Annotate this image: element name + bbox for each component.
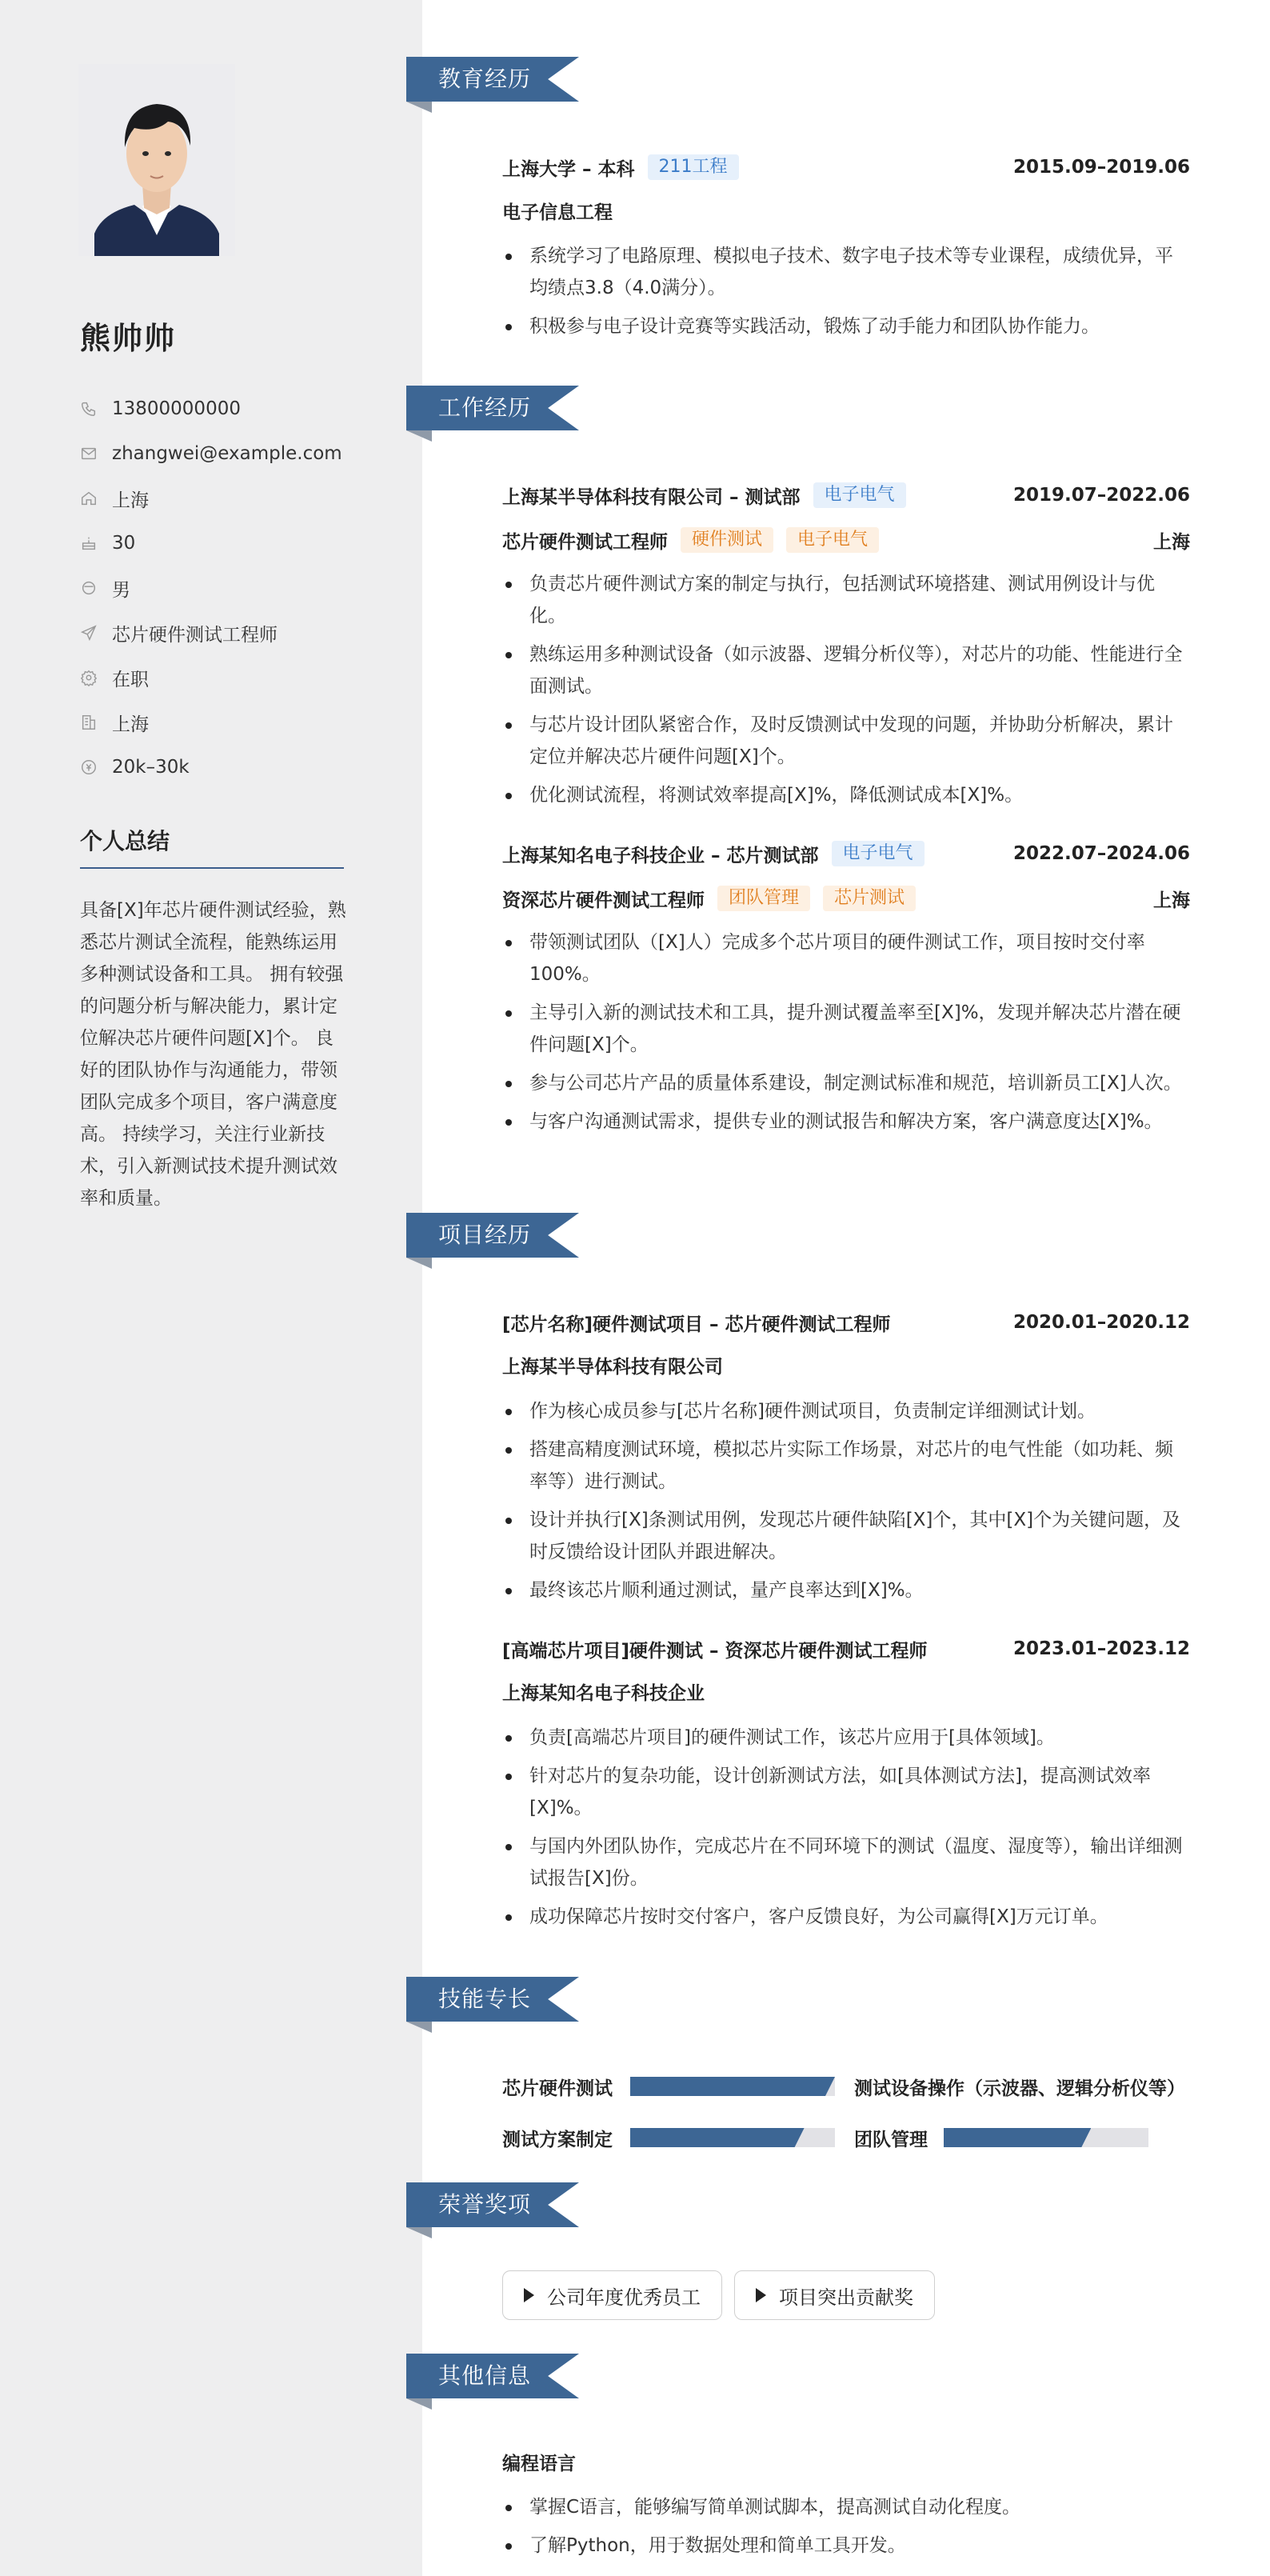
project-1-header (502, 1634, 1190, 1663)
role-tag: 团队管理 (717, 886, 810, 911)
info-salary (80, 753, 190, 782)
skill-name: 测试设备操作（示波器、逻辑分析仪等） (854, 2078, 1185, 2099)
building-icon (80, 714, 98, 731)
list-item: 与国内外团队协作，完成芯片在不同环境下的测试（温度、湿度等），输出详细测试报告[X]份。 (502, 1830, 1190, 1894)
summary-heading: 个人总结 (80, 824, 344, 869)
skill-bar (630, 2128, 835, 2147)
info-phone (80, 394, 241, 423)
company-tag: 电子电气 (832, 841, 925, 866)
section-skills (406, 1977, 582, 2022)
work-date: 2019.07–2022.06 (1012, 485, 1190, 506)
skill-bar (630, 2077, 835, 2096)
info-position (80, 618, 278, 647)
list-item: 搭建高精度测试环境，模拟芯片实际工作场景，对芯片的电气性能（如功耗、频率等）进行测试。 (502, 1434, 1190, 1498)
school-name: 上海大学 – 本科 (502, 158, 635, 180)
section-title: 教育经历 (438, 66, 532, 92)
info-text: 13800000000 (112, 398, 241, 419)
list-item: 系统学习了电路原理、模拟电子技术、数字电子技术等专业课程，成绩优异，平均绩点3.8（4.0满分）。 (502, 240, 1190, 304)
work-0-role (502, 526, 1190, 554)
award-badge (734, 2270, 935, 2320)
skill-bar (944, 2128, 1148, 2147)
section-education (406, 57, 582, 102)
other-bullets (502, 2491, 1190, 2568)
other-title: 编程语言 (502, 2454, 576, 2474)
section-title: 其他信息 (438, 2362, 532, 2389)
gear-icon (80, 669, 98, 686)
work-city: 上海 (1153, 890, 1190, 911)
list-item: 负责芯片硬件测试方案的制定与执行，包括测试环境搭建、测试用例设计与优化。 (502, 568, 1190, 632)
section-title: 项目经历 (438, 1222, 532, 1248)
section-title: 工作经历 (438, 394, 532, 421)
summary-text: 具备[X]年芯片硬件测试经验，熟悉芯片测试全流程，能熟练运用多种测试设备和工具。 拥有较强的问题分析与解决能力，累计定位解决芯片硬件问题[X]个。 良好的团队协作与沟通能力，带领团队完成多个项目，客户满意度高。 持续学习，关注行业新技术，引入新测试技术提升测试效率和质量。 (80, 900, 346, 1209)
phone-icon (80, 400, 98, 418)
info-location (80, 484, 149, 513)
company-tag: 电子电气 (813, 482, 906, 508)
section-other (406, 2354, 582, 2398)
project-org: 上海某半导体科技有限公司 (502, 1357, 723, 1378)
list-item: 积极参与电子设计竞赛等实践活动，锻炼了动手能力和团队协作能力。 (502, 310, 1190, 342)
section-awards (406, 2182, 582, 2227)
play-icon (756, 2288, 766, 2302)
list-item: 最终该芯片顺利通过测试，量产良率达到[X]%。 (502, 1574, 1190, 1606)
sidebar (0, 0, 422, 2576)
education-bullets (502, 240, 1190, 349)
list-item: 设计并执行[X]条测试用例，发现芯片硬件缺陷[X]个，其中[X]个为关键问题，及时反馈给设计团队并跟进解决。 (502, 1504, 1190, 1568)
project-name: [芯片名称]硬件测试项目 – 芯片硬件测试工程师 (502, 1314, 891, 1335)
project-org: 上海某知名电子科技企业 (502, 1683, 705, 1704)
work-0-bullets (502, 568, 1190, 818)
list-item: 与客户沟通测试需求，提供专业的测试报告和解决方案，客户满意度达[X]%。 (502, 1106, 1190, 1138)
award-label: 公司年度优秀员工 (547, 2286, 701, 2309)
info-email (80, 439, 342, 468)
work-date: 2022.07–2024.06 (1012, 843, 1190, 864)
section-project (406, 1213, 582, 1258)
list-item: 负责[高端芯片项目]的硬件测试工作，该芯片应用于[具体领域]。 (502, 1722, 1190, 1754)
skill-fill (630, 2077, 835, 2096)
list-item: 熟练运用多种测试设备（如示波器、逻辑分析仪等），对芯片的功能、性能进行全面测试。 (502, 638, 1190, 702)
education-major: 电子信息工程 (502, 202, 613, 223)
skill-fill (944, 2128, 1091, 2147)
info-city (80, 708, 149, 737)
info-text: zhangwei@example.com (112, 443, 342, 464)
company-name: 上海某半导体科技有限公司 – 测试部 (502, 486, 801, 508)
list-item: 成功保障芯片按时交付客户，客户反馈良好，为公司赢得[X]万元订单。 (502, 1901, 1190, 1933)
info-age (80, 529, 135, 558)
award-badge (502, 2270, 722, 2320)
list-item: 带领测试团队（[X]人）完成多个芯片项目的硬件测试工作，项目按时交付率100%。 (502, 926, 1190, 990)
job-title: 资深芯片硬件测试工程师 (502, 890, 705, 911)
project-0-bullets (502, 1395, 1190, 1613)
list-item: 与芯片设计团队紧密合作，及时反馈测试中发现的问题，并协助分析解决，累计定位并解决芯片硬件问题[X]个。 (502, 709, 1190, 773)
role-tag: 芯片测试 (823, 886, 916, 911)
portrait-image (78, 64, 235, 256)
info-text: 上海 (112, 490, 149, 511)
info-text: 上海 (112, 714, 149, 735)
list-item: 了解Python，用于数据处理和简单工具开发。 (502, 2530, 1190, 2562)
skill-fill (630, 2128, 805, 2147)
info-text: 在职 (112, 669, 149, 690)
job-title: 芯片硬件测试工程师 (502, 531, 668, 553)
work-city: 上海 (1153, 531, 1190, 553)
skill-name: 测试方案制定 (502, 2129, 613, 2150)
education-date: 2015.09–2019.06 (1012, 157, 1190, 178)
info-text: 男 (112, 579, 130, 601)
section-title: 技能专长 (438, 1986, 532, 2012)
gender-icon (80, 579, 98, 597)
candidate-name: 熊帅帅 (80, 321, 177, 356)
work-0-header (502, 481, 1190, 510)
list-item: 掌握C语言，能够编写简单测试脚本，提高测试自动化程度。 (502, 2491, 1190, 2523)
section-title: 荣誉奖项 (438, 2191, 532, 2218)
skill-name: 芯片硬件测试 (502, 2078, 613, 2099)
education-header (502, 153, 1190, 182)
work-1-role (502, 884, 1190, 913)
info-status (80, 663, 149, 692)
cake-icon (80, 534, 98, 552)
profile-photo (78, 64, 235, 256)
project-date: 2023.01–2023.12 (1012, 1638, 1190, 1659)
home-icon (80, 490, 98, 507)
skill-name: 团队管理 (854, 2129, 928, 2150)
play-icon (524, 2288, 534, 2302)
list-item: 优化测试流程，将测试效率提高[X]%，降低测试成本[X]%。 (502, 779, 1190, 811)
info-text: 30 (112, 533, 136, 554)
role-tag: 硬件测试 (681, 527, 773, 553)
project-0-header (502, 1308, 1190, 1337)
list-item: 主导引入新的测试技术和工具，提升测试覆盖率至[X]%，发现并解决芯片潜在硬件问题[X]个。 (502, 997, 1190, 1061)
list-item: 作为核心成员参与[芯片名称]硬件测试项目，负责制定详细测试计划。 (502, 1395, 1190, 1427)
project-date: 2020.01–2020.12 (1012, 1312, 1190, 1333)
list-item: 参与公司芯片产品的质量体系建设，制定测试标准和规范，培训新员工[X]人次。 (502, 1067, 1190, 1099)
mail-icon (80, 445, 98, 462)
work-1-bullets (502, 926, 1190, 1144)
project-1-bullets (502, 1722, 1190, 1939)
send-icon (80, 624, 98, 642)
school-tag: 211工程 (648, 154, 739, 180)
work-1-header (502, 839, 1190, 868)
info-text: 芯片硬件测试工程师 (112, 624, 278, 646)
money-icon (80, 758, 98, 776)
info-gender (80, 574, 130, 602)
info-text: 20k–30k (112, 757, 190, 778)
company-name: 上海某知名电子科技企业 – 芯片测试部 (502, 845, 819, 866)
section-work (406, 386, 582, 430)
role-tag: 电子电气 (786, 527, 879, 553)
award-label: 项目突出贡献奖 (779, 2286, 913, 2309)
project-name: [高端芯片项目]硬件测试 – 资深芯片硬件测试工程师 (502, 1640, 928, 1662)
list-item: 针对芯片的复杂功能，设计创新测试方法，如[具体测试方法]，提高测试效率[X]%。 (502, 1760, 1190, 1824)
